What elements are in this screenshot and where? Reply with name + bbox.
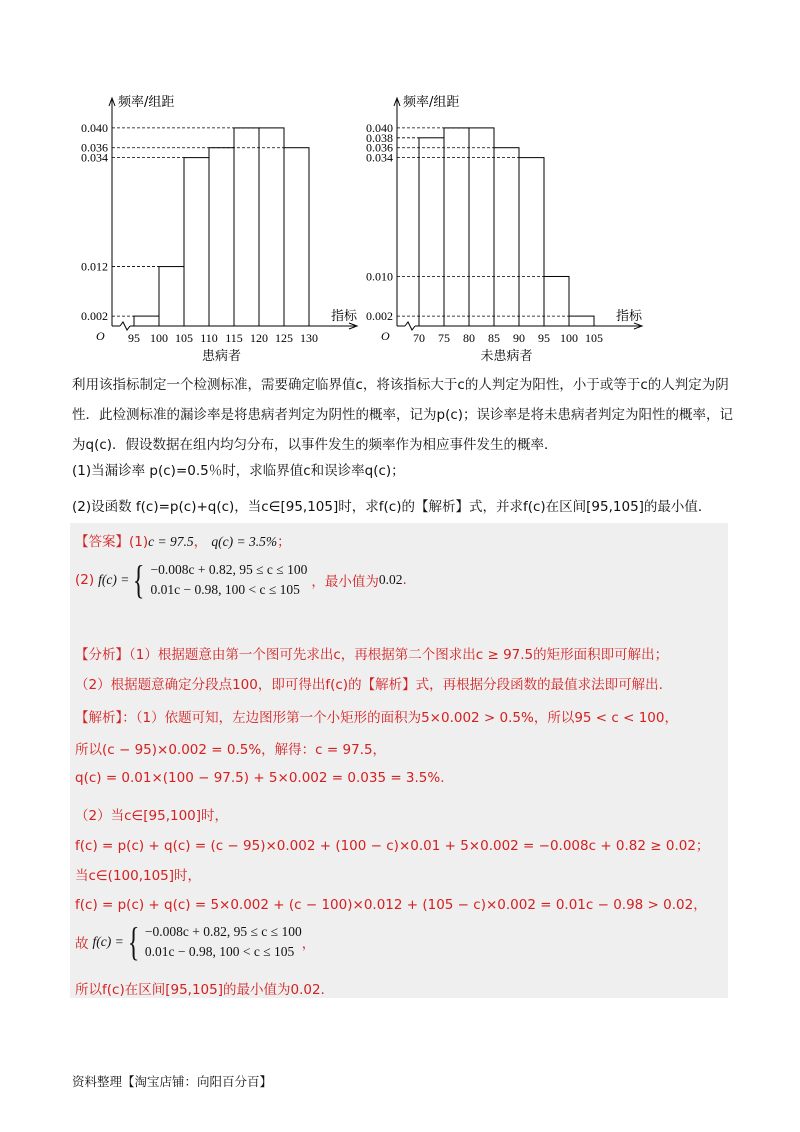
c0-x-tick-1: 100: [150, 331, 168, 345]
solution-line-5: [75, 834, 709, 854]
c1-x-tick-0: 70: [413, 331, 425, 345]
c1-y-tick-0: 0.040: [366, 120, 393, 135]
c0-bar-6: [284, 148, 309, 326]
answer-2-prefix: (2): [75, 572, 95, 588]
c1-origin-label: O: [381, 329, 390, 343]
answer-1-c: c = 97.5: [148, 534, 194, 549]
analysis-line-1: [75, 643, 668, 663]
case-1: −0.008c + 0.82, 95 ≤ c ≤ 100: [150, 562, 308, 577]
c0-axis-break: [120, 322, 130, 330]
analysis-text-2: （2）根据题意确定分段点100，即可得出f(c)的【解析】式，再根据分段函数的最值求法即可解出.: [75, 677, 663, 693]
c0-y-tick-2: 0.034: [81, 150, 108, 165]
solution-text-1: （1）依题可知，左边图形第一个小矩形的面积为5×0.002 > 0.5%，所以95 < c < 100，: [135, 710, 678, 726]
question-1: [72, 456, 742, 486]
question-2: [72, 492, 742, 522]
solution-text-4: （2）当c∈[95,100]时，: [75, 808, 229, 824]
c0-x-tick-7: 130: [300, 331, 318, 345]
solution-text-5: f(c) = p(c) + q(c) = (c − 95)×0.002 + (100 − c)×0.01 + 5×0.002 = −0.008c + 0.82 ≥ 0.02；: [75, 838, 710, 854]
c0-x-axis-title: 指标: [331, 309, 358, 324]
c0-x-tick-5: 120: [250, 331, 268, 345]
solution-text-6: 当c∈(100,105]时，: [75, 868, 202, 884]
answer-end: .: [402, 572, 407, 588]
question-2-text: (2)设函数 f(c)=p(c)+q(c)，当c∈[95,105]时，求f(c)的【解析】式，并求f(c)在区间[95,105]的最小值．: [72, 499, 712, 515]
c0-bar-4: [234, 128, 259, 326]
c1-y-axis-title: 频率/组距: [403, 95, 460, 110]
solution-text-2: 所以(c − 95)×0.002 = 0.5%，解得：c = 97.5，: [75, 742, 387, 758]
solution-line-2: [75, 738, 386, 758]
c1-bar-3: [494, 148, 519, 326]
solution-fc-lhs: f(c) =: [92, 934, 124, 949]
answer-min-text: ，最小值为: [311, 574, 379, 590]
c1-y-tick-5: 0.002: [366, 309, 393, 324]
case-1-repeat: −0.008c + 0.82, 95 ≤ c ≤ 100: [144, 924, 302, 939]
c1-y-tick-4: 0.010: [366, 269, 393, 284]
c0-x-tick-2: 105: [175, 331, 193, 345]
c0-x-tick-0: 95: [128, 331, 140, 345]
c0-y-tick-4: 0.002: [81, 309, 108, 324]
analysis-text-1: （1）根据题意由第一个图可先求出c，再根据第二个图求出c ≥ 97.5的矩形面积即可解出；: [129, 647, 669, 663]
answer-line-1: 【答案】(1)c = 97.5， q(c) = 3.5%；: [75, 534, 291, 550]
c0-x-tick-4: 115: [225, 331, 243, 345]
histogram-pair: [60, 90, 740, 375]
solution-line-8: 故 f(c) = { −0.008c + 0.82, 95 ≤ c ≤ 100 0.01c − 0.98, 100 < c ≤ 105 ，: [75, 919, 316, 964]
c1-x-tick-3: 85: [488, 331, 500, 345]
solution-line-9: [75, 978, 325, 998]
c0-y-tick-0: 0.040: [81, 120, 108, 135]
c0-bar-1: [159, 267, 184, 326]
c1-x-tick-4: 90: [513, 331, 525, 345]
problem-intro: [72, 370, 742, 460]
case-2: 0.01c − 0.98, 100 < c ≤ 105: [150, 582, 300, 597]
solution-line-1: [75, 706, 678, 726]
c1-bar-4: [519, 158, 544, 326]
piecewise-cases: [151, 560, 308, 600]
c1-bar-6: [569, 316, 594, 326]
c1-bar-5: [544, 276, 569, 326]
solution-line-7: [75, 893, 707, 913]
chart-non-patients: [345, 90, 645, 375]
c1-y-tick-1: 0.038: [366, 130, 393, 145]
c1-x-tick-6: 100: [560, 331, 578, 345]
answer-label: 【答案】: [75, 534, 129, 550]
c1-x-axis-title: 指标: [616, 309, 643, 324]
solution-line-4: [75, 804, 228, 824]
chart-patients: [60, 90, 360, 375]
answer-line-2: [75, 557, 407, 602]
c0-y-tick-1: 0.036: [81, 140, 108, 155]
c0-bar-2: [184, 158, 209, 326]
c1-y-tick-3: 0.034: [366, 150, 393, 165]
c0-x-tick-3: 110: [200, 331, 218, 345]
footer-credit: 资料整理【淘宝店铺：向阳百分百】: [72, 1074, 273, 1089]
solution-label: 【解析】：: [75, 710, 136, 726]
solution-line-3: [75, 770, 445, 786]
c0-caption: 患病者: [201, 349, 242, 364]
c0-bar-3: [209, 148, 234, 326]
c1-caption: 未患病者: [480, 349, 533, 364]
c1-x-tick-2: 80: [463, 331, 475, 345]
c1-bar-0: [419, 138, 444, 326]
answer-1-prefix: (1): [129, 534, 149, 550]
left-brace: {: [133, 557, 145, 602]
c0-y-tick-3: 0.012: [81, 259, 108, 274]
problem-intro-text: 利用该指标制定一个检测标准，需要确定临界值c，将该指标大于c的人判定为阳性，小于或等于c的人判定为阴性．此检测标准的漏诊率是将患病者判定为阴性的概率，记为p(c)；误诊率是将未患病者判定为阳性的概率，记为q(c)．假设数据在组内均匀分布，以事件发生的频率作为相应事件发生的概率．: [72, 377, 734, 453]
c1-axis-break: [405, 322, 415, 330]
c0-origin-label: O: [96, 329, 105, 343]
question-1-text: (1)当漏诊率 p(c)=0.5％时，求临界值c和误诊率q(c)；: [72, 463, 405, 479]
answer-min-value: 0.02: [378, 572, 403, 587]
c1-y-tick-2: 0.036: [366, 140, 393, 155]
solution-text-7: f(c) = p(c) + q(c) = 5×0.002 + (c − 100)×0.012 + (105 − c)×0.002 = 0.01c − 0.98 > 0.02，: [75, 897, 707, 913]
solution-text-3: q(c) = 0.01×(100 − 97.5) + 5×0.002 = 0.035 = 3.5%.: [75, 770, 445, 786]
analysis-label: 【分析】: [75, 647, 129, 663]
c1-x-tick-5: 95: [538, 331, 550, 345]
c0-bar-5: [259, 128, 284, 326]
c0-y-axis-title: 频率/组距: [118, 95, 175, 110]
solution-text-9: 所以f(c)在区间[95,105]的最小值为0.02.: [75, 982, 325, 998]
piecewise-cases-2: [145, 922, 302, 962]
c0-x-tick-6: 125: [275, 331, 293, 345]
c0-bar-0: [134, 316, 159, 326]
answer-1-q: q(c) = 3.5%: [211, 534, 278, 549]
c1-x-tick-1: 75: [438, 331, 450, 345]
analysis-line-2: [75, 673, 663, 693]
answer-fc-lhs: f(c) =: [98, 572, 130, 587]
case-2-repeat: 0.01c − 0.98, 100 < c ≤ 105: [144, 944, 295, 959]
left-brace-2: {: [127, 919, 140, 964]
c1-x-tick-7: 105: [585, 331, 603, 345]
solution-line-6: [75, 864, 201, 884]
solution-therefore: 故: [75, 936, 89, 952]
